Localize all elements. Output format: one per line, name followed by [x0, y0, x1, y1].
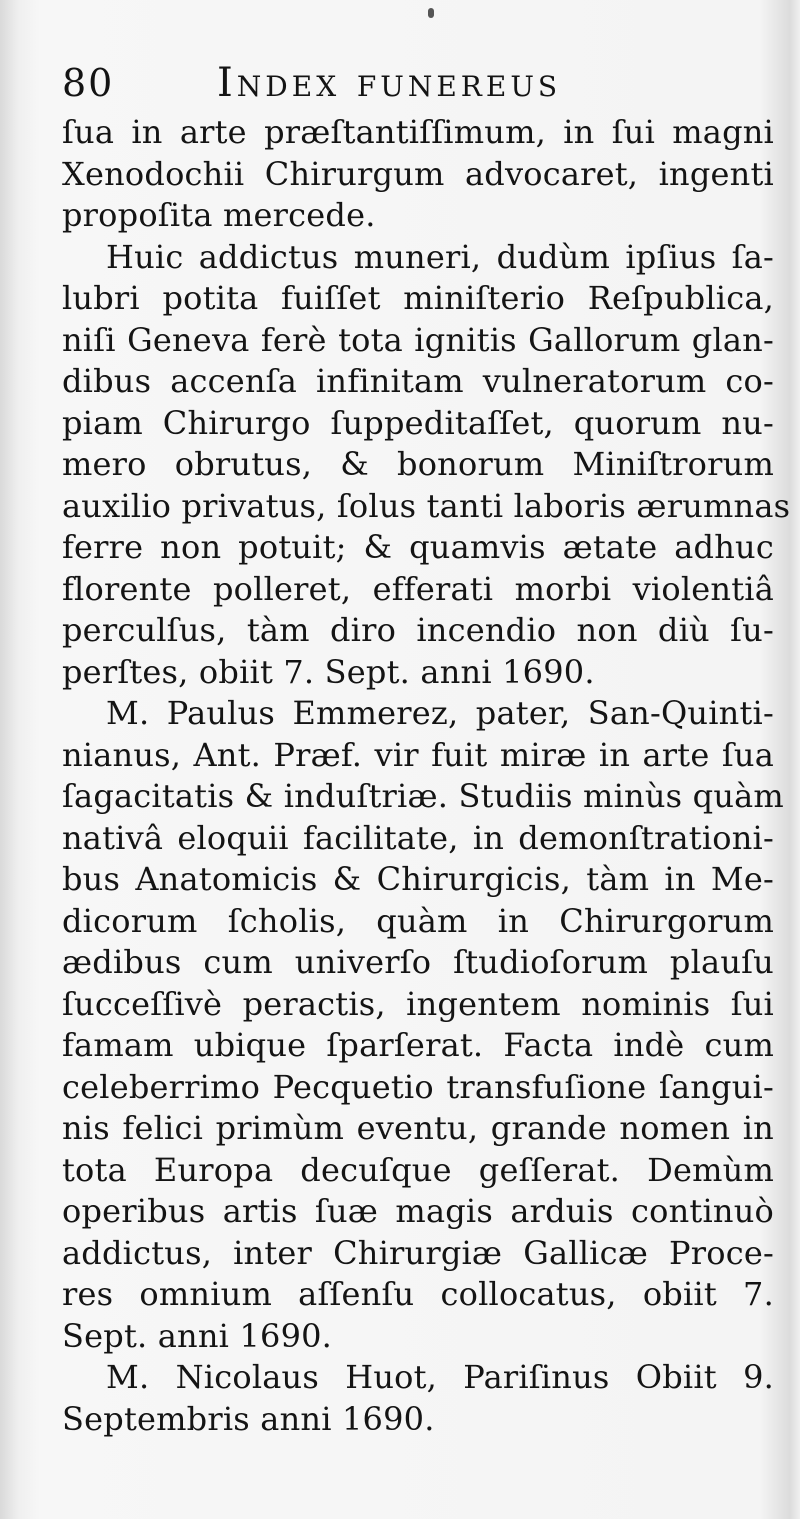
text-line: perſtes, obiit 7. Sept. anni 1690.: [62, 652, 595, 691]
page-number: 80: [62, 61, 115, 105]
text-line: Septembris anni 1690.: [62, 1399, 435, 1438]
text-block: [62, 60, 791, 1440]
text-line: propoſita mercede.: [62, 196, 376, 234]
text-line: M. Paulus Emmerez, pater, San-Quinti-: [106, 694, 774, 732]
text-line: dibus accenſa infinitam vulneratorum co-: [62, 362, 774, 400]
text-line: ædibus cum univerſo ſtudioſorum plauſu: [62, 943, 774, 981]
text-line: ſua in arte præſtantiſſimum, in ſui magni: [62, 113, 774, 151]
text-line: Huic addictus muneri, dudùm ipſius ſa-: [106, 237, 774, 276]
text-line: Xenodochii Chirurgum advocaret, ingenti: [62, 154, 774, 193]
body-text: [62, 112, 791, 1440]
text-line: celeberrimo Pecquetio transfuſione ſangui-: [62, 1067, 774, 1106]
text-line: nativâ eloquii facilitate, in demonſtrationi-: [62, 818, 774, 857]
text-line: res omnium aſſenſu collocatus, obiit 7.: [62, 1275, 774, 1313]
text-line: M. Nicolaus Huot, Pariſinus Obiit 9.: [106, 1358, 774, 1396]
text-line: addictus, inter Chirurgiæ Gallicæ Proce-: [62, 1233, 774, 1272]
text-line: bus Anatomicis & Chirurgicis, tàm in Me-: [62, 860, 774, 898]
text-line: nianus, Ant. Præf. vir fuit miræ in arte ſua: [62, 735, 774, 774]
text-line: dicorum ſcholis, quàm in Chirurgorum: [62, 901, 774, 940]
text-line: operibus artis ſuæ magis arduis continuò: [62, 1192, 774, 1230]
text-line: ſagacitatis & induſtriæ. Studiis minùs quàm: [62, 777, 784, 815]
text-line: niſi Geneva ferè tota ignitis Gallorum glan-: [62, 320, 774, 359]
running-title: Index funereus: [217, 60, 562, 106]
text-line: famam ubique ſparſerat. Facta indè cum: [62, 1026, 774, 1064]
text-line: mero obrutus, & bonorum Miniſtrorum: [62, 445, 774, 483]
text-line: ſucceſſivè peractis, ingentem nominis ſui: [62, 984, 774, 1023]
text-line: florente polleret, efferati morbi violentiâ: [62, 569, 774, 608]
text-line: lubri potita fuiſſet miniſterio Reſpublica,: [62, 279, 774, 317]
printer-ornament-mark: [428, 8, 434, 18]
page-header: [62, 60, 774, 112]
text-line: auxilio privatus, ſolus tanti laboris ærumnas: [62, 486, 791, 525]
text-line: perculſus, tàm diro incendio non diù ſu-: [62, 611, 774, 649]
text-line: Sept. anni 1690.: [62, 1316, 333, 1355]
text-line: tota Europa decuſque geſſerat. Demùm: [62, 1150, 774, 1189]
text-line: piam Chirurgo ſuppeditaſſet, quorum nu-: [62, 403, 774, 442]
text-line: ferre non potuit; & quamvis ætate adhuc: [62, 528, 774, 566]
text-line: nis felici primùm eventu, grande nomen in: [62, 1109, 774, 1147]
